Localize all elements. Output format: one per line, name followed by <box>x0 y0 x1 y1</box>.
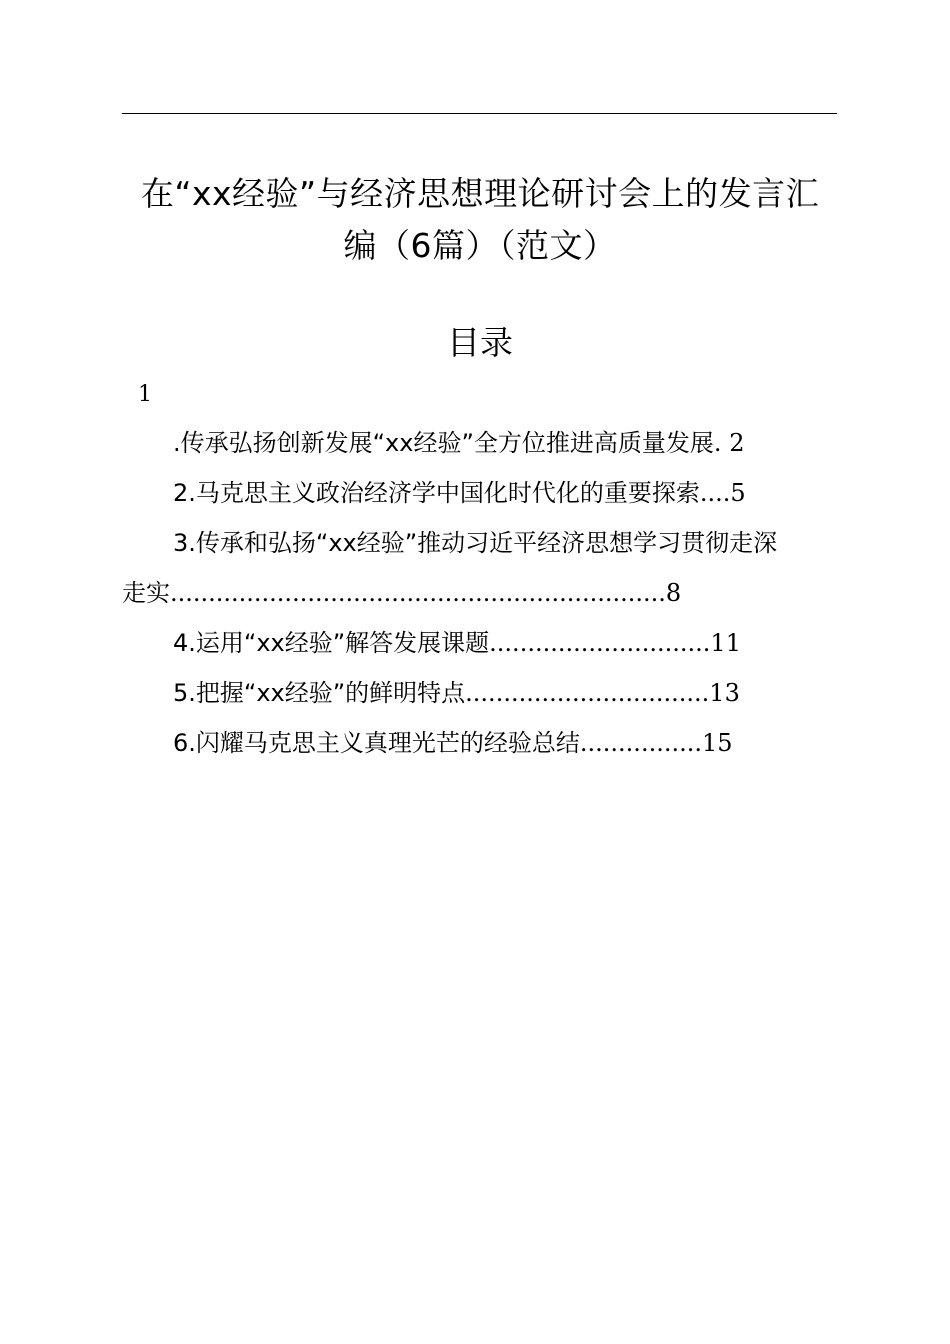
top-rule <box>122 113 837 114</box>
toc-leading-number: 1 <box>138 382 152 407</box>
toc-entry-text: 6.闪耀马克思主义真理光芒的经验总结 <box>173 729 580 757</box>
toc-leader-dots: ................ <box>579 729 702 757</box>
toc-entry-2[interactable] <box>173 478 746 508</box>
toc-entry-text: 3.传承和弘扬“xx经验”推动习近平经济思想学习贯彻走深 <box>173 529 778 557</box>
toc-entry-text: 走实 <box>122 579 170 607</box>
toc-page-number: 13 <box>709 679 740 707</box>
toc-entry-text: 4.运用“xx经验”解答发展课题 <box>173 629 490 657</box>
toc-heading: 目录 <box>447 323 513 362</box>
toc-entry-6[interactable] <box>173 728 733 758</box>
toc-page-number: 2 <box>729 429 745 457</box>
toc-page-number: 11 <box>710 629 741 657</box>
toc-leader-dots: ............................. <box>489 629 711 657</box>
title-line-2: 编（6篇）（范文） <box>343 226 617 265</box>
toc-entry-text: .传承弘扬创新发展“xx经验”全方位推进高质量发展 <box>173 429 714 457</box>
toc-entry-text: 5.把握“xx经验”的鲜明特点 <box>173 679 466 707</box>
toc-leader-dots: . <box>713 429 722 457</box>
toc-entry-4[interactable] <box>173 628 741 658</box>
title-line-1: 在“xx经验”与经济思想理论研讨会上的发言汇 <box>140 174 820 213</box>
toc-entry-3-line-1[interactable] <box>173 528 777 558</box>
toc-entry-1[interactable] <box>173 428 744 458</box>
toc-page-number: 5 <box>730 479 746 507</box>
toc-leader-dots: ................................................................. <box>170 579 666 607</box>
toc-page-number: 15 <box>701 729 733 757</box>
toc-page-number: 8 <box>665 579 682 607</box>
toc-leader-dots: .... <box>699 479 731 507</box>
toc-entry-3-line-2[interactable] <box>122 578 681 608</box>
toc-entry-text: 2.马克思主义政治经济学中国化时代化的重要探索 <box>173 479 700 507</box>
toc-leader-dots: ................................ <box>465 679 710 707</box>
toc-entry-5[interactable] <box>173 678 740 708</box>
document-title <box>110 168 850 272</box>
